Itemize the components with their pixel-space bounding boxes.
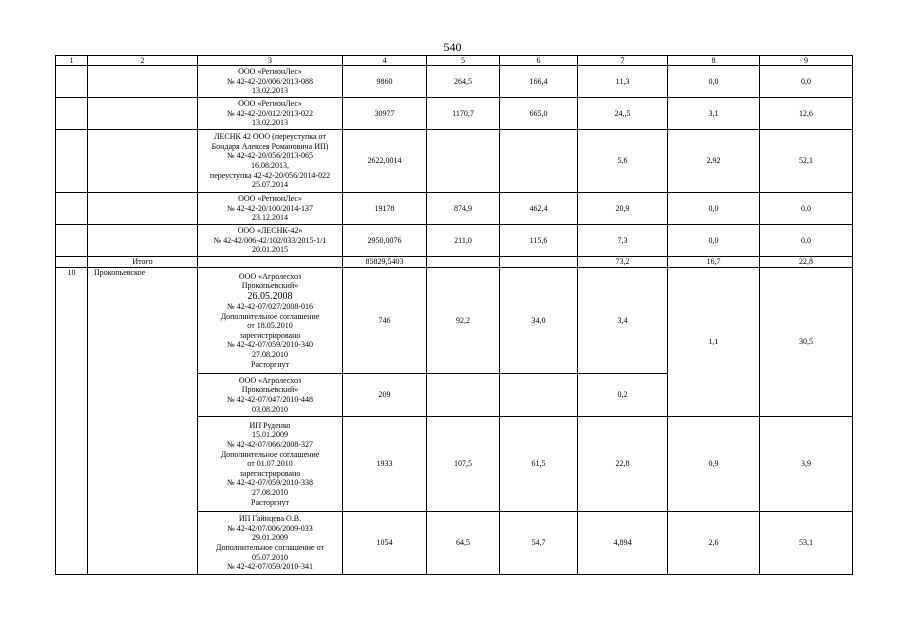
district-cell: Прокопьевское	[88, 268, 198, 575]
table-row	[56, 225, 853, 257]
cell-c6	[500, 130, 578, 193]
table-row	[56, 268, 853, 374]
row-number-cell	[56, 130, 88, 193]
tenant-line: 13.02.2013	[252, 86, 288, 96]
tenant-line: 05.07.2010	[252, 552, 288, 562]
tenant-line: № 42-42-07/027/2008-016	[226, 302, 314, 312]
total-label: Итого	[88, 257, 198, 268]
cell-c9: 53,1	[760, 512, 853, 575]
tenant-line: № 42-42-20/006/2013-088	[226, 76, 314, 86]
district-cell	[88, 225, 198, 257]
col-header: 8	[668, 56, 760, 66]
tenant-cell	[198, 374, 343, 417]
cell-c9: 0,0	[760, 66, 853, 98]
tenant-line: № 42-42-07/059/2010-338	[226, 478, 314, 488]
cell-c8: 2,92	[668, 130, 760, 193]
tenant-cell	[198, 268, 343, 374]
cell-c5: 1170,7	[427, 98, 500, 130]
cell-c4: 2622,0014	[343, 130, 427, 193]
cell-c6: 462,4	[500, 193, 578, 225]
tenant-line: № 42-42-07/066/2008-327	[226, 440, 314, 450]
row-number-cell	[56, 193, 88, 225]
tenant-cell	[198, 66, 343, 98]
col-header: 9	[760, 56, 853, 66]
cell-c6: 665,0	[500, 98, 578, 130]
tenant-line: ООО «Агролесхоз	[238, 375, 302, 385]
col-header: 4	[343, 56, 427, 66]
tenant-cell	[198, 225, 343, 257]
col-header: 1	[56, 56, 88, 66]
total-row	[56, 257, 853, 268]
tenant-line: 13.02.2013	[252, 118, 288, 128]
cell-c8: 2,6	[668, 512, 760, 575]
cell-c7: 11,3	[578, 66, 668, 98]
table-row	[56, 130, 853, 193]
total-c9: 22,8	[760, 257, 853, 268]
cell-c5: 264,5	[427, 66, 500, 98]
col-header: 7	[578, 56, 668, 66]
cell-c4: 209	[343, 374, 427, 417]
table-row	[56, 193, 853, 225]
tenant-line: ИП Гайнцева О.В.	[238, 514, 302, 524]
tenant-cell	[198, 193, 343, 225]
tenant-line: ООО «ЛЕСНК-42»	[237, 226, 303, 236]
district-cell	[88, 66, 198, 98]
cell-c9: 3,9	[760, 417, 853, 512]
row-number-cell	[56, 66, 88, 98]
cell-c4: 746	[343, 268, 427, 374]
tenant-line: Бондаря Алексея Романовича ИП)	[211, 141, 329, 151]
cell-c7: 24,,5	[578, 98, 668, 130]
tenant-line: 26.05.2008	[247, 291, 293, 303]
tenant-cell	[198, 512, 343, 575]
cell-c4: 1054	[343, 512, 427, 575]
tenant-line: 16.08.2013,	[251, 161, 289, 170]
tenant-line: № 42-42-20/056/2013-065	[226, 151, 314, 161]
tenant-line: 15.01.2009	[252, 430, 288, 440]
col-header: 5	[427, 56, 500, 66]
cell-c5	[427, 130, 500, 193]
tenant-line: № 42-42-07/059/2010-341	[226, 562, 314, 572]
tenant-line: № 42-42-07/059/2010-340	[226, 340, 314, 350]
tenant-line: № 42-42-20/012/2013-022	[226, 108, 314, 118]
tenant-cell	[198, 257, 343, 268]
cell-c6: 61,5	[500, 417, 578, 512]
merged-c9: 30,5	[760, 268, 853, 417]
cell-c6	[500, 374, 578, 417]
tenant-cell	[198, 130, 343, 193]
tenant-line: Расторгнут	[251, 497, 289, 507]
table-row	[56, 98, 853, 130]
total-c7: 73,2	[578, 257, 668, 268]
tenant-line: 20.01.2015	[252, 245, 288, 255]
row-number-cell	[56, 98, 88, 130]
cell-c8: 0,9	[668, 417, 760, 512]
tenant-line: зарегистрировано	[239, 468, 301, 478]
table-row	[56, 66, 853, 98]
district-cell	[88, 98, 198, 130]
tenant-line: от 01.07.2010	[247, 459, 293, 469]
cell-c7: 5,6	[578, 130, 668, 193]
tenant-line: № 42-42/006-42/102/033/2015-1/1	[213, 235, 327, 245]
cell-c6: 166,4	[500, 66, 578, 98]
tenant-line: ИП Руденко	[249, 420, 291, 430]
tenant-line: Дополнительное соглашение	[220, 311, 320, 321]
cell-c6: 115,6	[500, 225, 578, 257]
tenant-line: ООО «РегионЛес»	[238, 194, 302, 204]
cell-c5: 107,5	[427, 417, 500, 512]
tenant-line: 25.07.2014	[252, 180, 288, 190]
col-header: 3	[198, 56, 343, 66]
tenant-line: переуступка 42-42-20/056/2014-022	[209, 170, 331, 180]
tenant-line: Прокопьевский»	[241, 385, 299, 395]
cell-c6: 34,0	[500, 268, 578, 374]
tenant-line: 27.08.2010	[252, 487, 288, 497]
cell-c5: 211,0	[427, 225, 500, 257]
row-number-cell	[56, 225, 88, 257]
cell-c7: 7,3	[578, 225, 668, 257]
cell-c9: 52,1	[760, 130, 853, 193]
tenant-line: 27.08.2010	[252, 349, 288, 359]
district-cell	[88, 193, 198, 225]
tenant-line: № 42-42-20/100/2014-137	[226, 203, 314, 213]
tenant-line: № 42-42/07/006/2009-033	[227, 523, 313, 533]
cell-c4: 9860	[343, 66, 427, 98]
tenant-line: № 42-42-07/047/2010-448	[226, 395, 314, 404]
cell-c4: 30977	[343, 98, 427, 130]
tenant-line: ООО «Агролесхоз	[238, 271, 302, 281]
tenant-line: 29.01.2009	[252, 533, 288, 543]
cell-c7: 0,2	[578, 374, 668, 417]
row-number-cell	[56, 257, 88, 268]
cell-c6: 54,7	[500, 512, 578, 575]
cell-c8: 0,0	[668, 193, 760, 225]
tenant-line: Расторгнут	[251, 359, 289, 369]
total-c4: 85829,5403	[343, 257, 427, 268]
tenant-line: 03.08.2010	[252, 404, 288, 414]
cell-c7: 3,4	[578, 268, 668, 374]
tenant-line: Прокопьевский»	[241, 281, 299, 291]
total-c6	[500, 257, 578, 268]
cell-c9: 12,6	[760, 98, 853, 130]
tenant-line: Дополнительное соглашение от	[216, 543, 324, 552]
tenant-line: Дополнительное соглашение	[220, 449, 320, 459]
tenant-line: зарегистрировано	[239, 330, 301, 340]
tenant-line: ЛЕСНК 42 ООО (переуступка от	[214, 132, 326, 142]
total-c5	[427, 257, 500, 268]
cell-c4: 1933	[343, 417, 427, 512]
cell-c8: 0,0	[668, 66, 760, 98]
cell-c9: 0,0	[760, 225, 853, 257]
cell-c5	[427, 374, 500, 417]
tenant-cell	[198, 417, 343, 512]
district-cell	[88, 130, 198, 193]
tenant-cell	[198, 98, 343, 130]
cell-c5: 874,9	[427, 193, 500, 225]
cell-c8: 3,1	[668, 98, 760, 130]
data-table	[55, 55, 853, 575]
tenant-line: ООО «РегионЛес»	[238, 99, 302, 109]
cell-c9: 0,0	[760, 193, 853, 225]
cell-c7: 22,8	[578, 417, 668, 512]
tenant-line: от 18.05.2010	[247, 321, 293, 331]
cell-c5: 64,5	[427, 512, 500, 575]
col-header: 2	[88, 56, 198, 66]
page-number: 540	[443, 40, 462, 54]
row-number-cell: 10	[56, 268, 88, 575]
cell-c4: 2950,0076	[343, 225, 427, 257]
col-header: 6	[500, 56, 578, 66]
cell-c8: 0,0	[668, 225, 760, 257]
cell-c4: 19178	[343, 193, 427, 225]
cell-c7: 4,894	[578, 512, 668, 575]
column-number-row	[56, 56, 853, 66]
cell-c7: 20,9	[578, 193, 668, 225]
tenant-line: ООО «РегионЛес»	[238, 67, 302, 77]
cell-c5: 92,2	[427, 268, 500, 374]
merged-c8: 1,1	[668, 268, 760, 417]
total-c8: 16,7	[668, 257, 760, 268]
tenant-line: 23.12.2014	[252, 213, 288, 223]
